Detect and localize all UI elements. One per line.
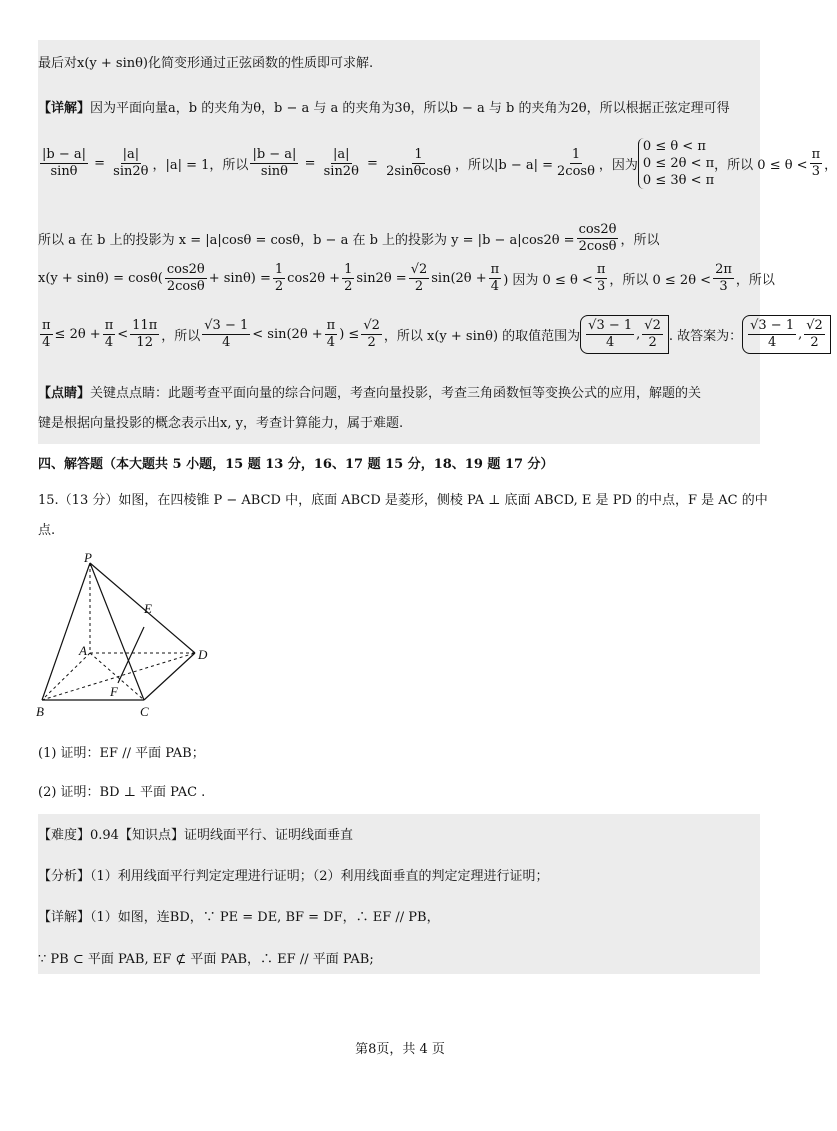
comment-line-2: 键是根据向量投影的概念表示出x, y，考查计算能力，属于难题. — [38, 416, 404, 431]
frac-1: $\frac{|b - a|}{\sin\theta}$ — [42, 147, 86, 179]
expression-row: x(y + sinθ) = cosθ( $\frac{\cos 2\theta}{2\cos\theta}$ + sinθ) = $\frac{1}{2}$ cos2θ + $\frac{1}{2}$ sin2θ = $\frac{√2}{2}$ sin(2θ + $\frac{\pi}{4}$ ) 因为 0 ≤ θ < $\frac{\pi}{3}$ ，所以 0 ≤ 2θ < $\frac{2\pi}{3}$ ，所以 — [38, 262, 775, 294]
edge-CD — [144, 653, 195, 700]
frac-pi-3: $\frac{\pi}{3}$ — [811, 147, 821, 179]
detail-line-1 — [38, 97, 730, 116]
answer-interval-2: $\frac{√3 - 1}{4}$ , $\frac{√2}{2}$ — [742, 315, 831, 354]
eq-theta-range: ，所以 0 ≤ θ < — [714, 158, 808, 173]
frac-proj: $\frac{\cos 2\theta}{2\cos\theta}$ — [578, 222, 617, 254]
frac-2pi-3: $\frac{2\pi}{3}$ — [715, 262, 732, 294]
part-2: (2) 证明：BD ⊥ 平面 PAC . — [38, 785, 206, 800]
frac-6: $\frac{1}{2\cos\theta}$ — [557, 147, 595, 179]
frac-half-2: $\frac{1}{2}$ — [344, 262, 353, 294]
label-B: B — [36, 704, 44, 719]
analysis-top-content — [38, 40, 837, 444]
frac-pi-4: $\frac{\pi}{4}$ — [490, 262, 500, 294]
eq-a-norm: ，|a| = 1，所以 — [152, 158, 249, 173]
frac-sqrt2: $\frac{√2}{2}$ — [410, 262, 428, 294]
frac-sqrt3: $\frac{√3 - 1}{4}$ — [204, 318, 249, 350]
range-row: $\frac{\pi}{4}$ ≤ 2θ + $\frac{\pi}{4}$ < $\frac{11\pi}{12}$ ，所以 $\frac{√3 - 1}{4}$ < sin(2θ + $\frac{\pi}{4}$ ) ≤ $\frac{√2}{2}$ ，所以 x(y + sinθ) 的取值范围为 $\frac{√3 - 1}{4}$ , $\frac{√2}{2}$ . 故答案为： $\frac{√3 - 1}{4}$ , $\frac{√2}{2}$ — [38, 315, 831, 354]
frac-3: $\frac{|b - a|}{\sin\theta}$ — [252, 147, 297, 179]
section-heading: 四、解答题（本大题共 5 小题，15 题 13 分，16、17 题 15 分，18、19 题 17 分） — [38, 457, 554, 472]
difficulty-line: 【难度】0.94【知识点】证明线面平行、证明线面垂直 — [38, 828, 353, 843]
detail-tag: 【详解】 — [38, 101, 91, 116]
label-A: A — [79, 643, 87, 658]
label-P: P — [84, 550, 92, 565]
diag-BD — [42, 653, 195, 700]
analysis-line: 【分析】（1）利用线面平行判定定理进行证明；（2）利用线面垂直的判定定理进行证明； — [38, 869, 549, 884]
detail-text-1: 因为平面向量a，b 的夹角为θ，b − a 与 a 的夹角为3θ，所以b − a 与 b 的夹角为2θ，所以根据正弦定理可得 — [90, 101, 730, 116]
frac-pi-4c: $\frac{\pi}{4}$ — [104, 318, 114, 350]
frac-pi-4b: $\frac{\pi}{4}$ — [42, 318, 51, 350]
label-E: E — [144, 601, 152, 616]
eq-so: ，所以|b − a| = — [455, 158, 554, 173]
inequality-system: 0 ≤ θ < π 0 ≤ 2θ < π 0 ≤ 3θ < π — [638, 138, 714, 189]
label-F: F — [110, 684, 118, 699]
comment-line-1: 【点睛】关键点点睛：此题考查平面向量的综合问题，考查向量投影，考查三角函数恒等变换公式的应用，解题的关 — [38, 386, 702, 401]
detail-line-2: ∵ PB ⊂ 平面 PAB, EF ⊄ 平面 PAB，∴ EF // 平面 PAB; — [38, 952, 374, 967]
frac-4: $\frac{|a|}{\sin 2\theta}$ — [323, 147, 359, 179]
page-footer: 第8页，共 4 页 — [355, 1042, 445, 1057]
detail-line: 【详解】（1）如图，连BD，∵ PE = DE, BF = DF，∴ EF // PB， — [38, 910, 440, 925]
eq-because: ，因为 — [598, 158, 638, 173]
frac-sqrt2b: $\frac{√2}{2}$ — [363, 318, 380, 350]
segment-EF — [118, 627, 144, 683]
edge-PD — [90, 563, 195, 653]
frac-2: $\frac{|a|}{\sin 2\theta}$ — [113, 147, 149, 179]
problem-line-1: 15.（13 分）如图，在四棱锥 P − ABCD 中，底面 ABCD 是菱形，侧棱 PA ⊥ 底面 ABCD, E 是 PD 的中点，F 是 AC 的中 — [38, 493, 768, 508]
edge-PB — [42, 563, 90, 700]
label-C: C — [140, 704, 149, 719]
frac-half-1: $\frac{1}{2}$ — [274, 262, 284, 294]
frac-expr: $\frac{\cos 2\theta}{2\cos\theta}$ — [166, 262, 205, 294]
projection-row: 所以 a 在 b 上的投影为 x = |a|cosθ = cosθ，b − a 在 b 上的投影为 y = |b − a|cos2θ = $\frac{\cos 2\theta}{2\cos\theta}$ ，所以 — [38, 222, 660, 254]
frac-pi-4d: $\frac{\pi}{4}$ — [326, 318, 336, 350]
edge-PC — [90, 563, 144, 700]
analysis-intro: 最后对x(y + sinθ)化简变形通过正弦函数的性质即可求解. — [38, 56, 374, 71]
label-D: D — [198, 647, 208, 662]
pyramid-figure — [30, 550, 220, 723]
frac-pi-3b: $\frac{\pi}{3}$ — [596, 262, 606, 294]
frac-11pi-12: $\frac{11\pi}{12}$ — [132, 318, 158, 350]
part-1: (1) 证明：EF // 平面 PAB； — [38, 746, 205, 761]
problem-line-2: 点. — [38, 523, 56, 538]
frac-5: $\frac{1}{2\sin\theta\cos\theta}$ — [386, 147, 451, 179]
analysis-bottom-content — [38, 814, 760, 974]
answer-interval-1: $\frac{√3 - 1}{4}$ , $\frac{√2}{2}$ — [580, 315, 669, 354]
equation-row-1: $\frac{|b - a|}{\sin\theta}$ = $\frac{|a|}{\sin 2\theta}$ ，|a| = 1，所以 $\frac{|b - a|}{\sin\theta}$ = $\frac{|a|}{\sin 2\theta}$ = $\frac{1}{2\sin\theta\cos\theta}$ ，所以|b − a| = $\frac{1}{2\cos\theta}$ ，因为 0 ≤ θ < π 0 ≤ 2θ < π 0 ≤ 3θ < π ，所以 0 ≤ θ < $\frac{\pi}{3}$ ， — [42, 139, 837, 188]
